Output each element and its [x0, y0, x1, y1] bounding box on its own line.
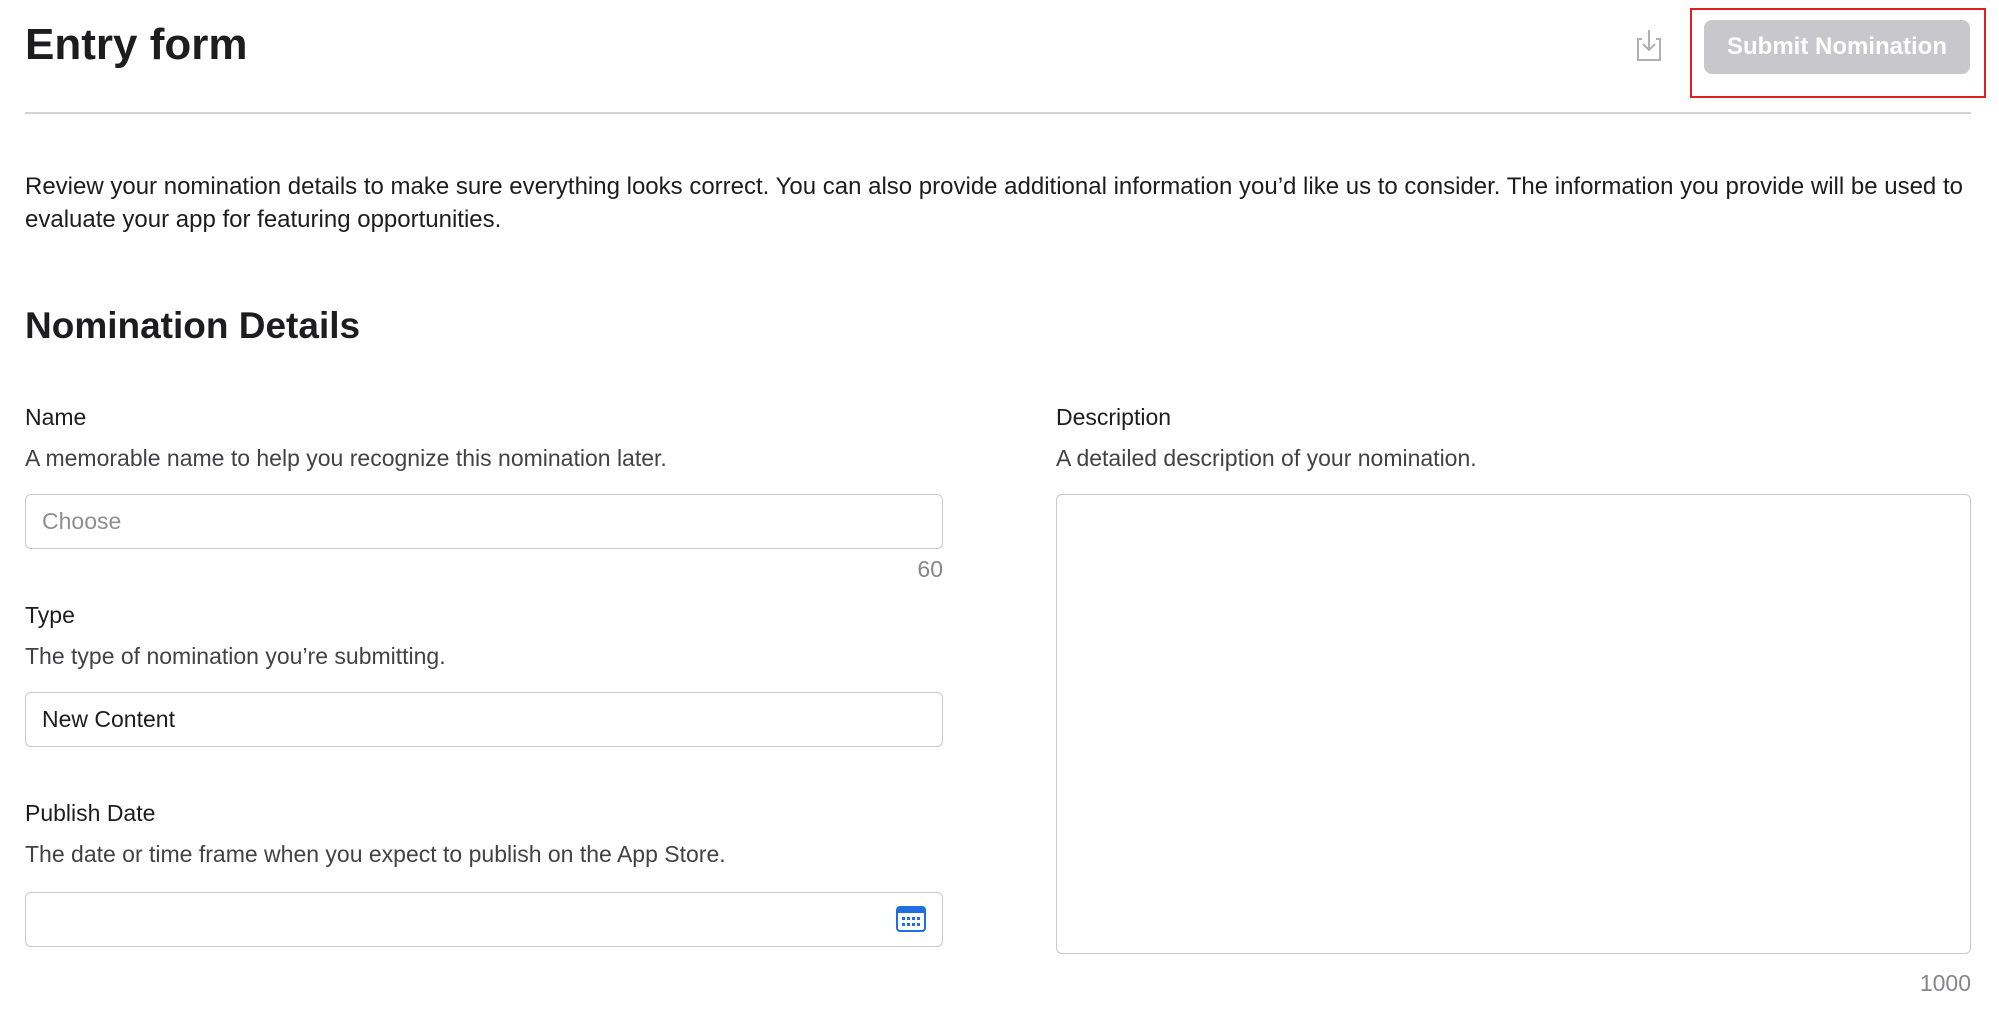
publish-date-input[interactable] — [25, 892, 943, 947]
type-label: Type — [25, 602, 75, 628]
name-label: Name — [25, 404, 87, 430]
header-divider — [25, 112, 1971, 114]
description-label: Description — [1056, 404, 1172, 430]
name-help: A memorable name to help you recognize this nomination later. — [25, 445, 667, 471]
name-char-counter: 60 — [917, 556, 943, 582]
type-value: New Content — [42, 706, 175, 732]
description-textarea[interactable] — [1056, 494, 1971, 954]
calendar-icon[interactable] — [896, 906, 926, 932]
publish-date-help: The date or time frame when you expect to publish on the App Store. — [25, 841, 726, 867]
description-char-counter: 1000 — [1919, 970, 1971, 996]
submit-nomination-button[interactable]: Submit Nomination — [1704, 20, 1970, 74]
section-title: Nomination Details — [25, 305, 361, 346]
type-input[interactable] — [25, 692, 943, 747]
intro-text: Review your nomination details to make sure everything looks correct. You can also provide additional information you’d like us to consider. The information you provide will be used to evaluate your app for featuring opportunities. — [25, 173, 1963, 233]
name-placeholder: Choose — [42, 508, 122, 534]
type-help: The type of nomination you’re submitting. — [25, 643, 446, 669]
description-help: A detailed description of your nomination. — [1056, 445, 1477, 471]
download-icon[interactable] — [1634, 28, 1664, 62]
name-input[interactable] — [25, 494, 943, 549]
publish-date-label: Publish Date — [25, 800, 156, 826]
page-title: Entry form — [25, 20, 248, 69]
